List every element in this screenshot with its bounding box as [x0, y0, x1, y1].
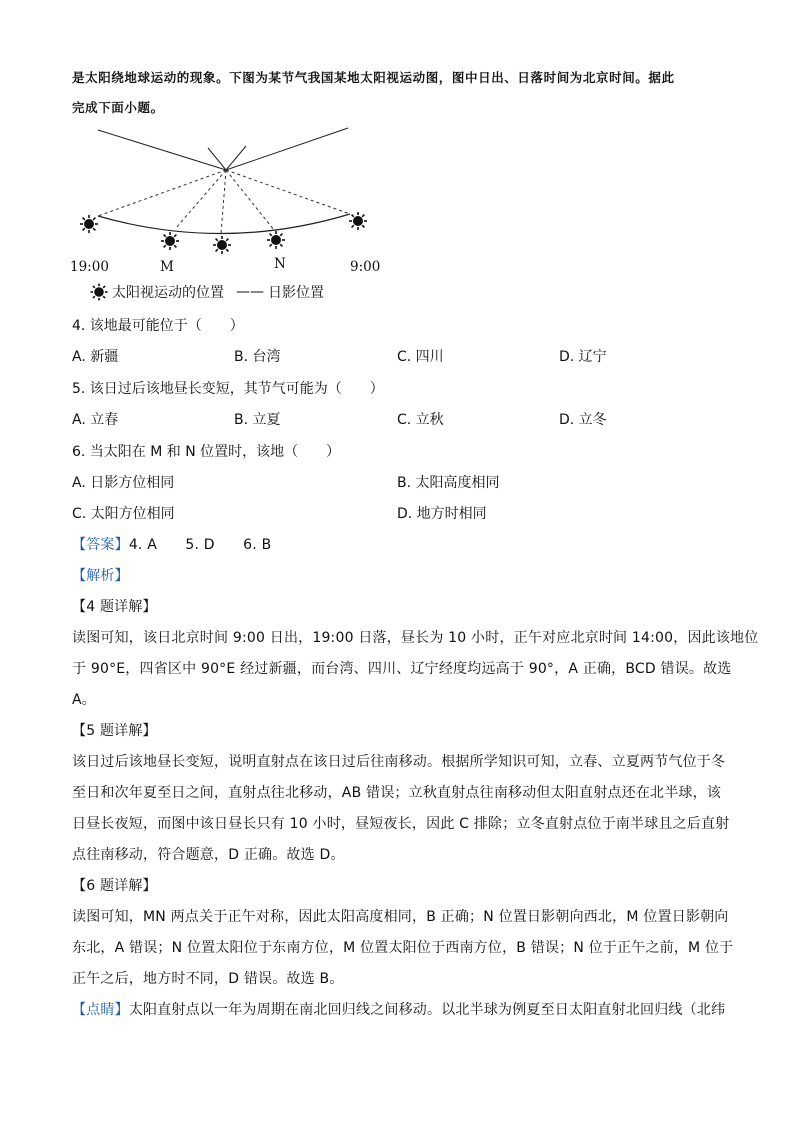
sun-path-arc [98, 214, 350, 234]
detail-5-line-4: 点往南移动，符合题意，D 正确。故选 D。 [72, 847, 345, 863]
sun-path-diagram [66, 124, 396, 254]
q4-option-c[interactable]: C. 四川 [397, 349, 444, 365]
sun-icon [213, 236, 231, 254]
legend-line-glyph: —— [236, 284, 264, 300]
point-tag: 【点睛】 [72, 1002, 129, 1018]
detail-5-line-3: 日昼长夜短，而图中该日昼长只有 10 小时，昼短夜长，因此 C 排除；立冬直射点位于南半球且之后直射 [72, 816, 730, 832]
question-4-stem: 4. 该地最可能位于（ ） [72, 318, 244, 334]
detail-6-line-2: 东北，A 错误；N 位置太阳位于东南方位，M 位置太阳位于西南方位，B 错误；N 位于正午之前，M 位于 [72, 940, 734, 956]
intro-line-2: 完成下面小题。 [72, 100, 164, 115]
q5-option-c[interactable]: C. 立秋 [397, 412, 444, 428]
detail-5-line-1: 该日过后该地昼长变短，说明直射点在该日过后往南移动。根据所学知识可知，立春、立夏两节气位于冬 [72, 754, 726, 770]
legend-sun-label: 太阳视运动的位置 [112, 285, 224, 301]
legend-sun-icon [90, 283, 108, 301]
sun-icon [267, 231, 285, 249]
point-text: 太阳直射点以一年为周期在南北回归线之间移动。以北半球为例夏至日太阳直射北回归线（北纬 [128, 1002, 726, 1018]
detail-4-title: 【4 题详解】 [72, 599, 157, 615]
q6-option-d[interactable]: D. 地方时相同 [397, 506, 487, 522]
shadow-line-left [98, 130, 226, 170]
detail-6-line-1: 读图可知，MN 两点关于正午对称，因此太阳高度相同，B 正确；N 位置日影朝向西北，M 位置日影朝向 [72, 909, 729, 925]
label-sunrise-time: 9:00 [350, 259, 381, 275]
detail-6-line-3: 正午之后，地方时不同，D 错误。故选 B。 [72, 971, 344, 987]
answer-line [72, 535, 271, 555]
detail-5-title: 【5 题详解】 [72, 723, 157, 739]
sun-icon [161, 232, 179, 250]
q5-option-a[interactable]: A. 立春 [72, 412, 119, 428]
answer-tag: 【答案】 [72, 537, 129, 553]
label-m: M [160, 259, 174, 275]
intro-line-1: 是太阳绕地球运动的现象。下图为某节气我国某地太阳视运动图，图中日出、日落时间为北京时间。据此 [72, 70, 675, 85]
q6-option-b[interactable]: B. 太阳高度相同 [397, 475, 500, 491]
label-sunset-time: 19:00 [70, 259, 109, 275]
detail-4-line-2: 于 90°E，四省区中 90°E 经过新疆，而台湾、四川、辽宁经度均远高于 90°，A 正确，BCD 错误。故选 [72, 661, 732, 677]
shadow-line-right [226, 128, 348, 170]
detail-4-line-1: 读图可知，该日北京时间 9:00 日出，19:00 日落，昼长为 10 小时，正午对应北京时间 14:00，因此该地位 [72, 630, 759, 646]
analysis-tag: 【解析】 [72, 568, 129, 584]
diagram-legend [90, 282, 324, 302]
detail-5-line-2: 至日和次年夏至日之间，直射点往北移动，AB 错误；立秋直射点往南移动但太阳直射点还在北半球，该 [72, 785, 722, 801]
legend-shadow-label: 日影位置 [268, 285, 324, 301]
sun-icon [349, 212, 367, 230]
question-5-stem: 5. 该日过后该地昼长变短，其节气可能为（ ） [72, 381, 384, 397]
q5-option-b[interactable]: B. 立夏 [234, 412, 281, 428]
point-line [72, 1000, 725, 1020]
q4-option-d[interactable]: D. 辽宁 [559, 349, 607, 365]
label-n: N [274, 256, 286, 272]
q6-option-a[interactable]: A. 日影方位相同 [72, 475, 175, 491]
sun-icon [80, 215, 98, 233]
detail-6-title: 【6 题详解】 [72, 878, 157, 894]
q6-option-c[interactable]: C. 太阳方位相同 [72, 506, 175, 522]
q5-option-d[interactable]: D. 立冬 [559, 412, 607, 428]
sun-rays [98, 170, 350, 234]
detail-4-line-3: A。 [72, 692, 96, 708]
q4-option-a[interactable]: A. 新疆 [72, 349, 119, 365]
q4-option-b[interactable]: B. 台湾 [234, 349, 281, 365]
answer-text: 4. A 5. D 6. B [128, 537, 272, 553]
question-6-stem: 6. 当太阳在 M 和 N 位置时，该地（ ） [72, 444, 341, 460]
